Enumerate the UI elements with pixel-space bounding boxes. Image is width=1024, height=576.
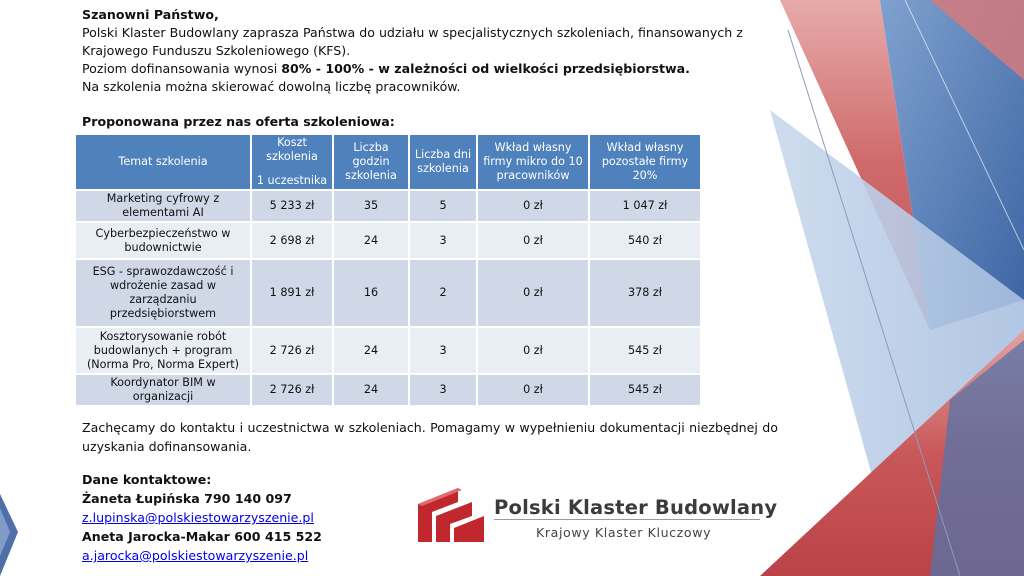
closing-section <box>82 418 778 456</box>
cell-hours: 24 <box>334 328 408 373</box>
contact-person-1: Żaneta Łupińska 790 140 097 <box>82 491 292 506</box>
header-other: Wkład własny pozostałe firmy 20% <box>590 135 700 189</box>
cell-topic: ESG - sprawozdawczość i wdrożenie zasad w zarządzaniu przedsiębiorstwem <box>76 260 250 326</box>
cell-hours: 24 <box>334 223 408 258</box>
contact-person-2: Aneta Jarocka-Makar 600 415 522 <box>82 529 322 544</box>
contact-email-2-link[interactable]: a.jarocka@polskiestowarzyszenie.pl <box>82 548 309 563</box>
cell-other: 378 zł <box>590 260 700 326</box>
table-header-row <box>76 135 700 189</box>
cell-hours: 24 <box>334 375 408 405</box>
greeting: Szanowni Państwo, <box>82 7 219 22</box>
company-logo <box>410 480 778 550</box>
contact-email-1-link[interactable]: z.lupinska@polskiestowarzyszenie.pl <box>82 510 314 525</box>
cell-micro: 0 zł <box>478 223 588 258</box>
cell-cost: 2 726 zł <box>252 328 332 373</box>
logo-tagline: Krajowy Klaster Kluczowy <box>536 525 712 540</box>
header-cost-label: Koszt szkolenia <box>266 136 318 163</box>
cell-days: 3 <box>410 223 476 258</box>
logo-mark-icon <box>410 482 490 548</box>
cell-cost: 5 233 zł <box>252 191 332 221</box>
cell-topic: Marketing cyfrowy z elementami AI <box>76 191 250 221</box>
cell-topic: Koordynator BIM w organizacji <box>76 375 250 405</box>
table-row <box>76 375 700 405</box>
table-row <box>76 328 700 373</box>
cell-days: 5 <box>410 191 476 221</box>
cell-topic: Kosztorysowanie robót budowlanych + program (Norma Pro, Norma Expert) <box>76 328 250 373</box>
header-cost <box>252 135 332 189</box>
header-cost-sub: 1 uczestnika <box>256 174 328 187</box>
closing-text: Zachęcamy do kontaktu i uczestnictwa w szkoleniach. Pomagamy w wypełnieniu dokumentacji niezbędnej do uzyskania dofinansowania. <box>82 420 778 454</box>
table-row <box>76 191 700 221</box>
intro-section <box>82 6 782 96</box>
funding-level: 80% - 100% - w zależności od wielkości przedsiębiorstwa. <box>281 61 690 76</box>
contacts-heading: Dane kontaktowe: <box>82 472 212 487</box>
cell-micro: 0 zł <box>478 328 588 373</box>
intro-line-3: Na szkolenia można skierować dowolną liczbę pracowników. <box>82 79 461 94</box>
cell-micro: 0 zł <box>478 375 588 405</box>
cell-topic: Cyberbezpieczeństwo w budownictwie <box>76 223 250 258</box>
logo-divider <box>494 519 760 520</box>
cell-other: 545 zł <box>590 328 700 373</box>
funding-label: Poziom dofinansowania wynosi <box>82 61 282 76</box>
header-hours: Liczba godzin szkolenia <box>334 135 408 189</box>
cell-other: 545 zł <box>590 375 700 405</box>
cell-other: 1 047 zł <box>590 191 700 221</box>
cell-micro: 0 zł <box>478 260 588 326</box>
cell-hours: 16 <box>334 260 408 326</box>
table-row <box>76 223 700 258</box>
cell-cost: 2 698 zł <box>252 223 332 258</box>
cell-days: 3 <box>410 328 476 373</box>
cell-days: 2 <box>410 260 476 326</box>
offer-title: Proponowana przez nas oferta szkoleniowa: <box>82 114 395 129</box>
cell-hours: 35 <box>334 191 408 221</box>
cell-cost: 2 726 zł <box>252 375 332 405</box>
logo-brand-name: Polski Klaster Budowlany <box>494 496 778 519</box>
training-offer-table <box>74 133 702 407</box>
cell-cost: 1 891 zł <box>252 260 332 326</box>
contact-section <box>82 470 322 565</box>
cell-days: 3 <box>410 375 476 405</box>
intro-line-1: Polski Klaster Budowlany zaprasza Państwa do udziału w specjalistycznych szkoleniach, finansowanych z Krajowego Funduszu Szkoleniowego (KFS). <box>82 25 743 58</box>
cell-other: 540 zł <box>590 223 700 258</box>
cell-micro: 0 zł <box>478 191 588 221</box>
intro-line-2 <box>82 60 782 78</box>
header-topic: Temat szkolenia <box>76 135 250 189</box>
table-row <box>76 260 700 326</box>
header-micro: Wkład własny firmy mikro do 10 pracowników <box>478 135 588 189</box>
header-days: Liczba dni szkolenia <box>410 135 476 189</box>
